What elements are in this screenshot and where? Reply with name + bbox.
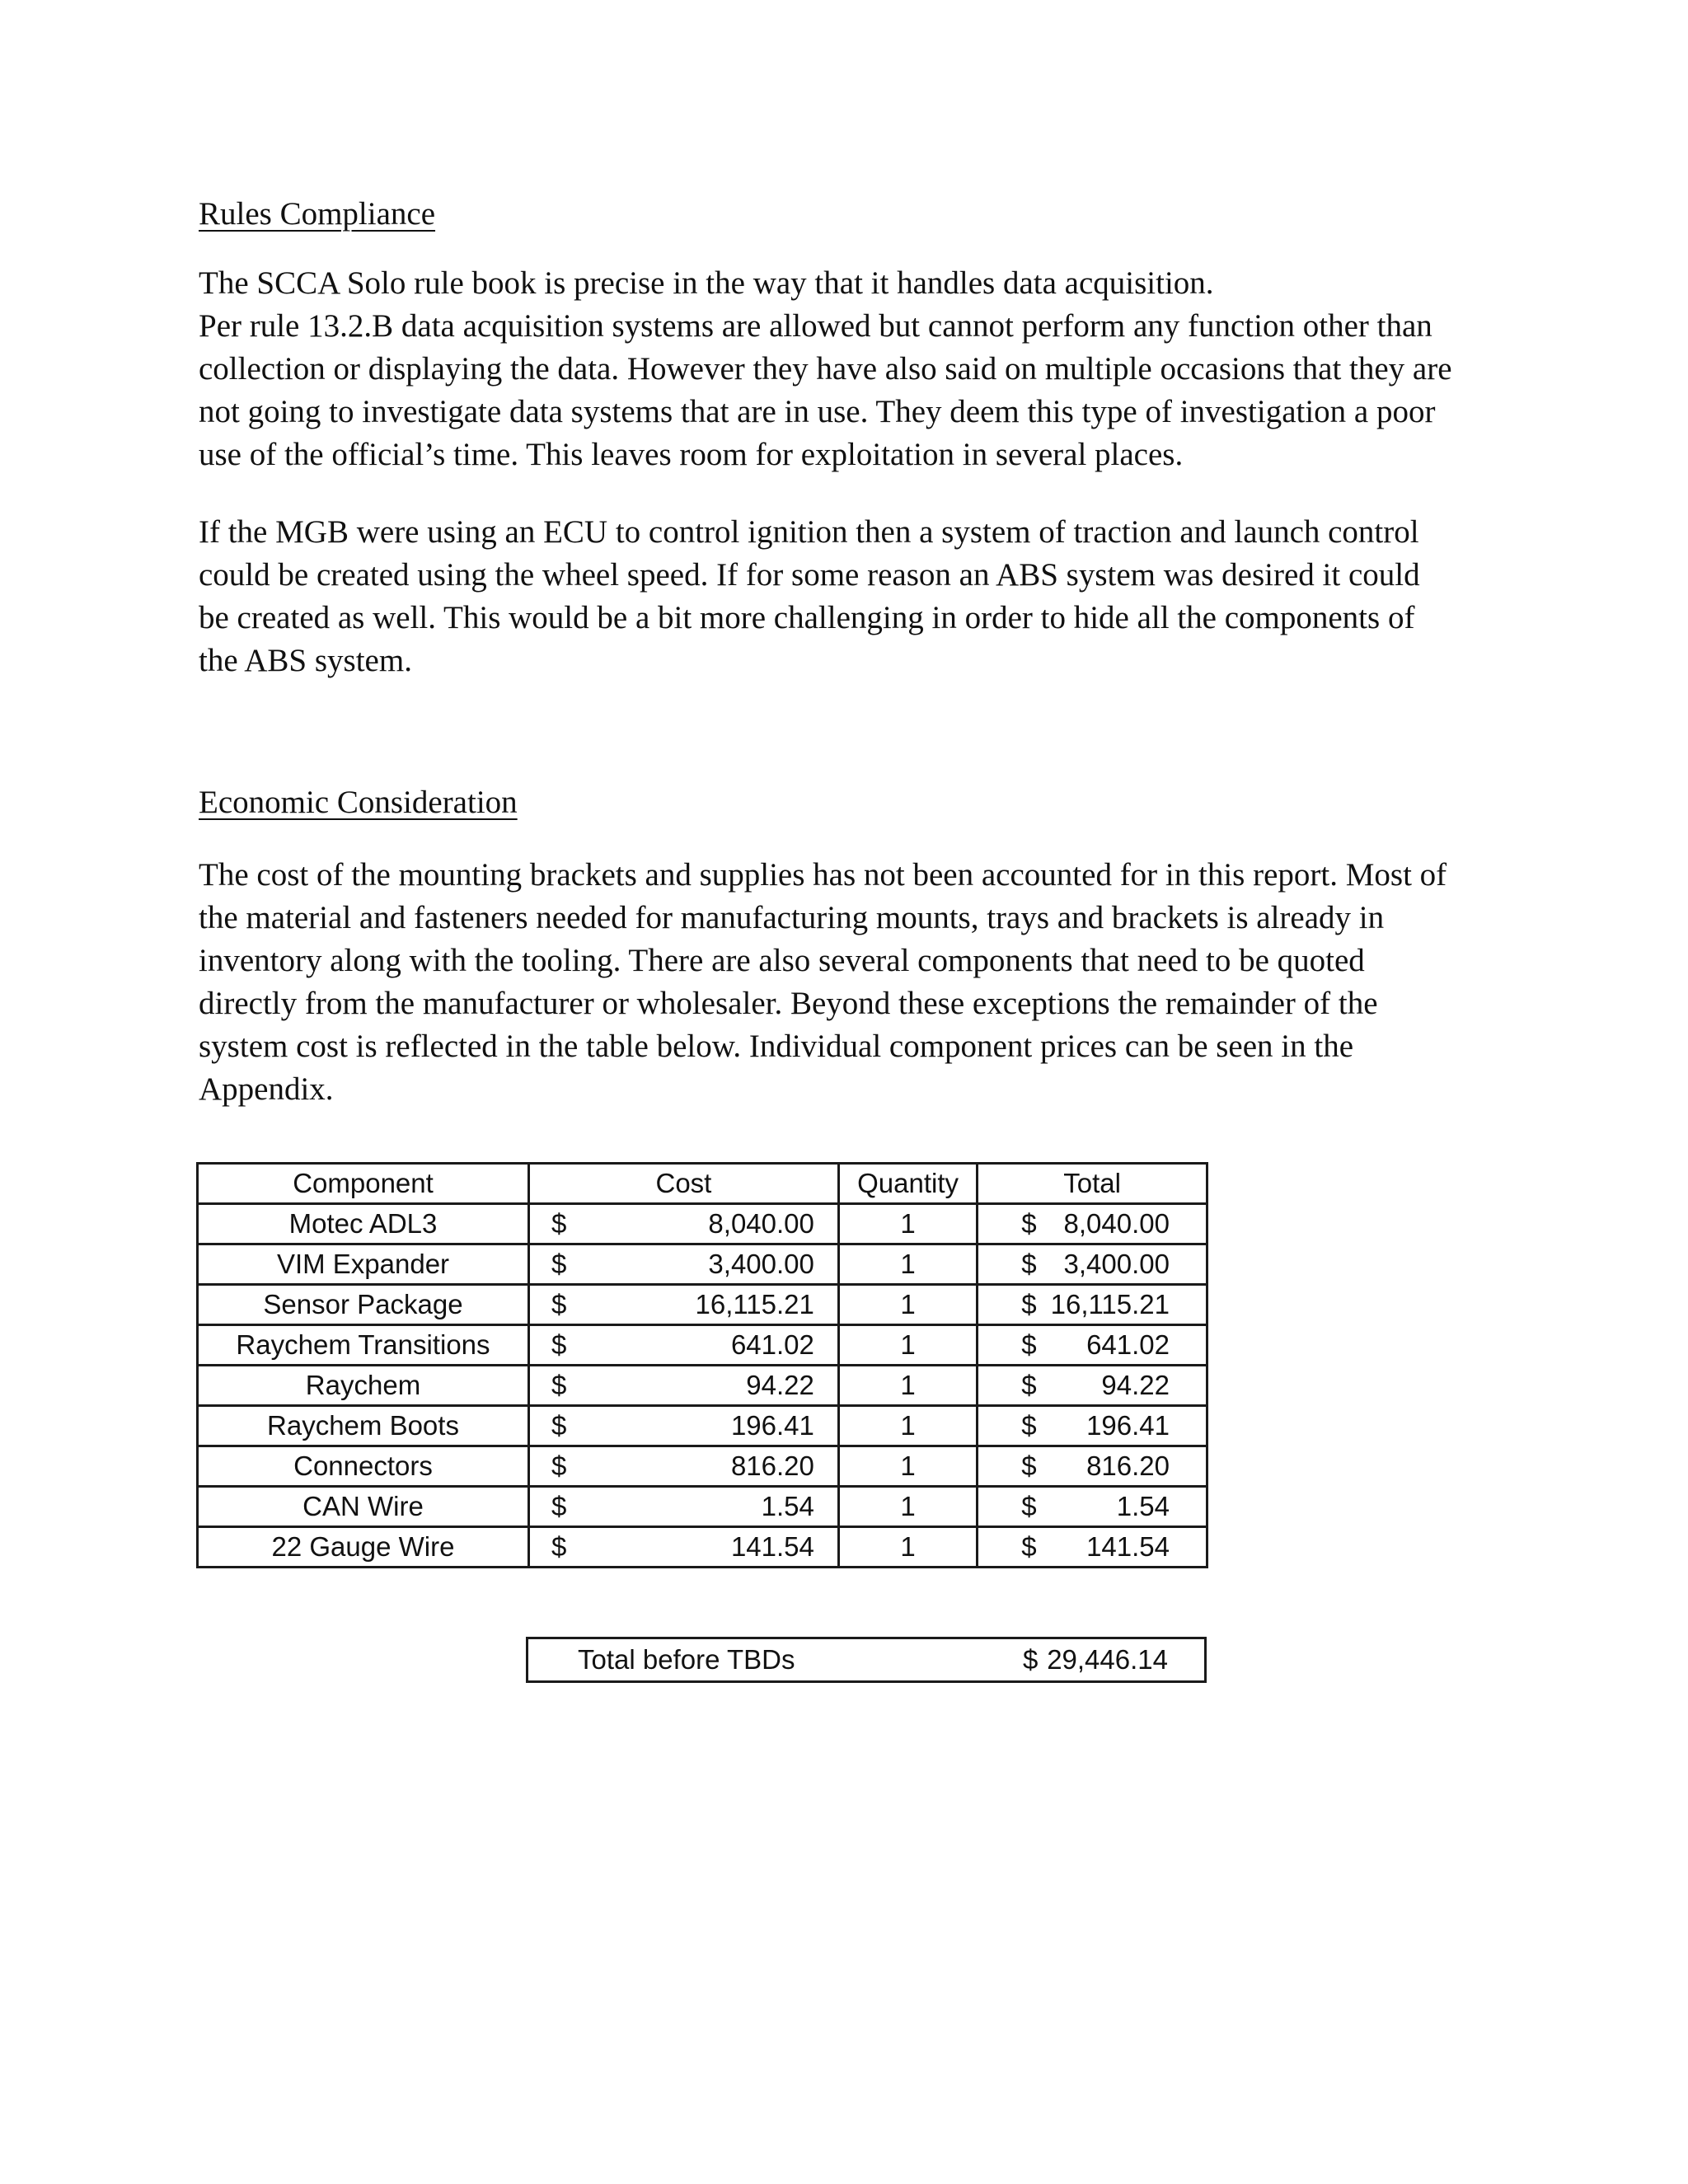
table-row bbox=[198, 1285, 1207, 1325]
cell-quantity: 1 bbox=[838, 1325, 977, 1366]
total-amount: 141.54 bbox=[1086, 1531, 1170, 1562]
cell-quantity: 1 bbox=[838, 1366, 977, 1406]
cell-cost bbox=[528, 1487, 838, 1527]
cell-cost bbox=[528, 1366, 838, 1406]
currency-symbol: $ bbox=[551, 1289, 567, 1319]
paragraph-line: The SCCA Solo rule book is precise in the way that it handles data acquisition. bbox=[199, 265, 1214, 301]
paragraph-line: use of the official’s time. This leaves room for exploitation in several places. bbox=[199, 437, 1184, 472]
currency-symbol: $ bbox=[551, 1491, 567, 1521]
currency-symbol: $ bbox=[1023, 1644, 1039, 1675]
cost-amount: 641.02 bbox=[730, 1329, 814, 1360]
cost-amount: 94.22 bbox=[746, 1370, 814, 1400]
cost-amount: 141.54 bbox=[730, 1531, 814, 1562]
header-component: Component bbox=[198, 1164, 529, 1204]
cell-total bbox=[978, 1527, 1207, 1568]
currency-symbol: $ bbox=[1021, 1410, 1037, 1441]
table-row bbox=[198, 1487, 1207, 1527]
paragraph-line: If the MGB were using an ECU to control ignition then a system of traction and launch control bbox=[199, 514, 1419, 550]
currency-symbol: $ bbox=[551, 1249, 567, 1279]
currency-symbol: $ bbox=[1021, 1451, 1037, 1481]
cell-component: CAN Wire bbox=[198, 1487, 529, 1527]
cell-total bbox=[978, 1204, 1207, 1244]
header-total: Total bbox=[978, 1164, 1207, 1204]
cell-total bbox=[978, 1446, 1207, 1487]
paragraph-line: Per rule 13.2.B data acquisition systems are allowed but cannot perform any function other than bbox=[199, 308, 1432, 344]
total-amount: 196.41 bbox=[1086, 1410, 1170, 1441]
cell-cost bbox=[528, 1204, 838, 1244]
cell-total bbox=[978, 1406, 1207, 1446]
cell-total bbox=[978, 1325, 1207, 1366]
cell-cost bbox=[528, 1527, 838, 1568]
currency-symbol: $ bbox=[1021, 1289, 1037, 1319]
cell-component: 22 Gauge Wire bbox=[198, 1527, 529, 1568]
paragraph-line: not going to investigate data systems that are in use. They deem this type of investigation a poor bbox=[199, 394, 1436, 429]
cell-cost bbox=[528, 1285, 838, 1325]
cell-cost bbox=[528, 1244, 838, 1285]
cell-quantity: 1 bbox=[838, 1487, 977, 1527]
cell-quantity: 1 bbox=[838, 1527, 977, 1568]
currency-symbol: $ bbox=[551, 1370, 567, 1400]
total-summary-box bbox=[526, 1637, 1207, 1683]
header-cost: Cost bbox=[528, 1164, 838, 1204]
currency-symbol: $ bbox=[1021, 1208, 1037, 1239]
total-amount: 641.02 bbox=[1086, 1329, 1170, 1360]
component-cost-table bbox=[196, 1162, 1208, 1568]
cell-total bbox=[978, 1244, 1207, 1285]
cell-quantity: 1 bbox=[838, 1446, 977, 1487]
header-quantity: Quantity bbox=[838, 1164, 977, 1204]
cell-cost bbox=[528, 1446, 838, 1487]
table-row bbox=[198, 1244, 1207, 1285]
table-row bbox=[198, 1446, 1207, 1487]
paragraph-line: the ABS system. bbox=[199, 643, 412, 678]
cell-cost bbox=[528, 1325, 838, 1366]
total-amount: 29,446.14 bbox=[1047, 1644, 1168, 1675]
economic-consideration-heading: Economic Consideration bbox=[199, 785, 518, 820]
cell-quantity: 1 bbox=[838, 1285, 977, 1325]
table-header-row bbox=[198, 1164, 1207, 1204]
total-amount: 1.54 bbox=[1116, 1491, 1170, 1521]
paragraph-line: inventory along with the tooling. There are also several components that need to be quoted bbox=[199, 943, 1365, 978]
cell-component: Sensor Package bbox=[198, 1285, 529, 1325]
currency-symbol: $ bbox=[1021, 1329, 1037, 1360]
cost-amount: 1.54 bbox=[761, 1491, 814, 1521]
cell-total bbox=[978, 1366, 1207, 1406]
currency-symbol: $ bbox=[551, 1329, 567, 1360]
cost-amount: 16,115.21 bbox=[695, 1289, 814, 1319]
paragraph-line: be created as well. This would be a bit more challenging in order to hide all the components of bbox=[199, 600, 1415, 635]
table-row bbox=[198, 1325, 1207, 1366]
cell-component: Motec ADL3 bbox=[198, 1204, 529, 1244]
paragraph-line: Appendix. bbox=[199, 1071, 334, 1107]
cell-component: Connectors bbox=[198, 1446, 529, 1487]
total-value bbox=[1023, 1644, 1168, 1675]
currency-symbol: $ bbox=[1021, 1491, 1037, 1521]
rules-compliance-heading: Rules Compliance bbox=[199, 196, 436, 232]
paragraph-line: collection or displaying the data. However they have also said on multiple occasions that they are bbox=[199, 351, 1452, 387]
cell-component: Raychem bbox=[198, 1366, 529, 1406]
cost-amount: 8,040.00 bbox=[708, 1208, 814, 1239]
paragraph-line: could be created using the wheel speed. If for some reason an ABS system was desired it could bbox=[199, 557, 1420, 593]
rules-compliance-paragraph-2 bbox=[199, 511, 1501, 682]
table-row bbox=[198, 1527, 1207, 1568]
total-amount: 8,040.00 bbox=[1063, 1208, 1170, 1239]
cell-component: Raychem Boots bbox=[198, 1406, 529, 1446]
rules-compliance-paragraph-1 bbox=[199, 262, 1501, 476]
currency-symbol: $ bbox=[1021, 1249, 1037, 1279]
total-amount: 816.20 bbox=[1086, 1451, 1170, 1481]
currency-symbol: $ bbox=[551, 1531, 567, 1562]
cost-amount: 196.41 bbox=[730, 1410, 814, 1441]
currency-symbol: $ bbox=[1021, 1531, 1037, 1562]
table-row bbox=[198, 1366, 1207, 1406]
cell-component: VIM Expander bbox=[198, 1244, 529, 1285]
table-row bbox=[198, 1204, 1207, 1244]
currency-symbol: $ bbox=[1021, 1370, 1037, 1400]
economic-consideration-paragraph bbox=[199, 854, 1501, 1111]
cell-quantity: 1 bbox=[838, 1406, 977, 1446]
currency-symbol: $ bbox=[551, 1410, 567, 1441]
cell-total bbox=[978, 1487, 1207, 1527]
cost-amount: 3,400.00 bbox=[708, 1249, 814, 1279]
cell-total bbox=[978, 1285, 1207, 1325]
total-amount: 94.22 bbox=[1101, 1370, 1170, 1400]
paragraph-line: system cost is reflected in the table below. Individual component prices can be seen in the bbox=[199, 1029, 1354, 1064]
paragraph-line: the material and fasteners needed for manufacturing mounts, trays and brackets is already in bbox=[199, 900, 1385, 935]
cost-amount: 816.20 bbox=[730, 1451, 814, 1481]
cell-component: Raychem Transitions bbox=[198, 1325, 529, 1366]
currency-symbol: $ bbox=[551, 1451, 567, 1481]
currency-symbol: $ bbox=[551, 1208, 567, 1239]
paragraph-line: The cost of the mounting brackets and supplies has not been accounted for in this report. Most of bbox=[199, 857, 1447, 893]
paragraph-line: directly from the manufacturer or wholesaler. Beyond these exceptions the remainder of the bbox=[199, 986, 1378, 1021]
total-amount: 16,115.21 bbox=[1050, 1289, 1170, 1319]
total-amount: 3,400.00 bbox=[1063, 1249, 1170, 1279]
cell-quantity: 1 bbox=[838, 1244, 977, 1285]
total-label: Total before TBDs bbox=[578, 1644, 795, 1675]
table-row bbox=[198, 1406, 1207, 1446]
cell-quantity: 1 bbox=[838, 1204, 977, 1244]
cell-cost bbox=[528, 1406, 838, 1446]
